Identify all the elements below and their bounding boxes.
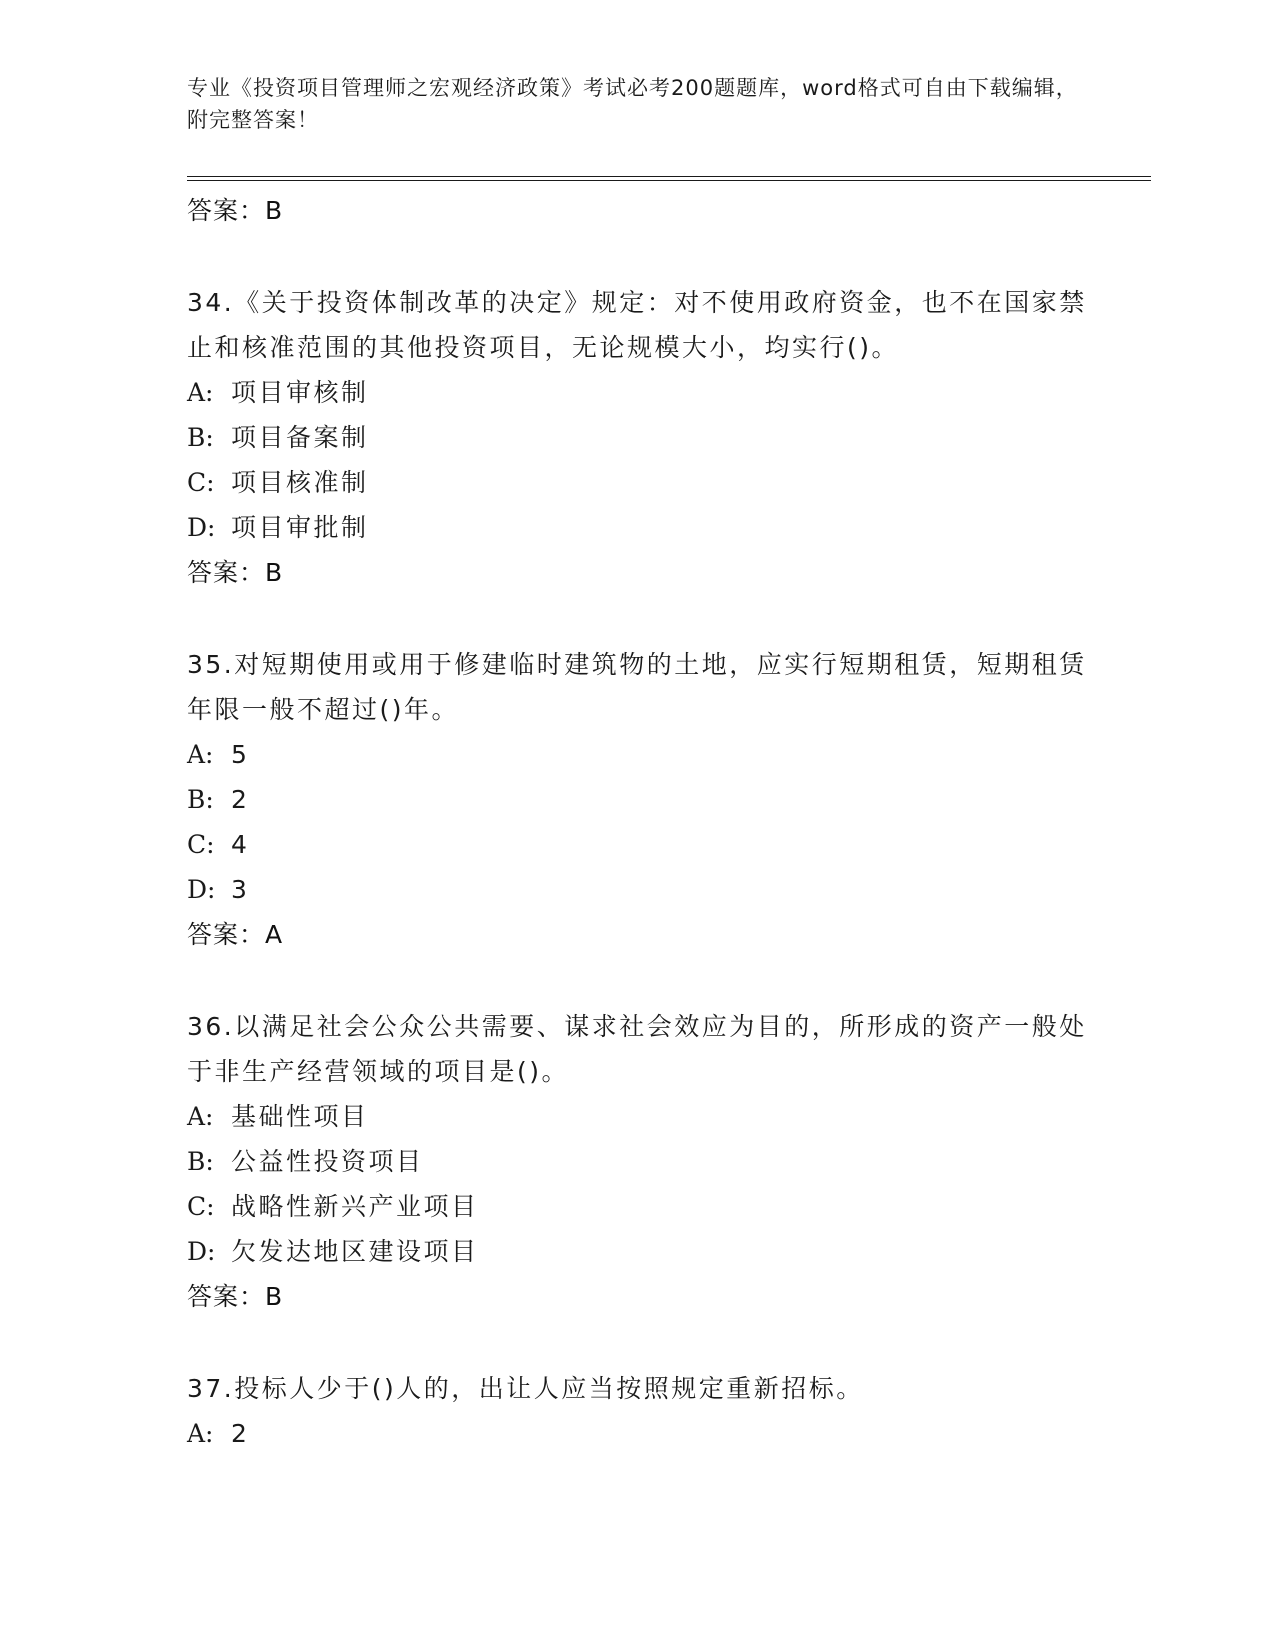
option-text: 2 [231, 785, 250, 814]
option-a [187, 1094, 1087, 1139]
option-letter: B: [187, 785, 214, 814]
question-block [187, 1004, 1087, 1319]
question-text: 35.对短期使用或用于修建临时建筑物的土地，应实行短期租赁，短期租赁年限一般不超过()年。 [187, 650, 1087, 724]
option-b [187, 1139, 1087, 1184]
option-letter: B: [187, 1147, 214, 1176]
option-letter: A: [187, 1419, 214, 1448]
spacer [187, 595, 1087, 642]
option-a [187, 1411, 1087, 1456]
option-b [187, 415, 1087, 460]
option-letter: C: [187, 468, 215, 497]
option-d [187, 1229, 1087, 1274]
option-letter: C: [187, 1192, 215, 1221]
option-letter: A: [187, 740, 214, 769]
option-letter: B: [187, 423, 214, 452]
question-text: 37.投标人少于()人的，出让人应当按照规定重新招标。 [187, 1374, 864, 1403]
option-text: 项目审批制 [231, 513, 369, 542]
question-block [187, 280, 1087, 595]
option-text: 项目审核制 [231, 378, 369, 407]
spacer [187, 1319, 1087, 1366]
question-block [187, 1366, 1087, 1456]
question-text: 36.以满足社会公众公共需要、谋求社会效应为目的，所形成的资产一般处于非生产经营领域的项目是()。 [187, 1012, 1087, 1086]
option-text: 5 [231, 740, 250, 769]
option-c [187, 822, 1087, 867]
question-text: 34.《关于投资体制改革的决定》规定：对不使用政府资金，也不在国家禁止和核准范围的其他投资项目，无论规模大小，均实行()。 [187, 288, 1087, 362]
answer-line: 答案：A [187, 920, 284, 949]
option-letter: D: [187, 513, 216, 542]
option-a [187, 732, 1087, 777]
option-letter: A: [187, 378, 214, 407]
option-letter: A: [187, 1102, 214, 1131]
option-text: 基础性项目 [231, 1102, 369, 1131]
option-c [187, 460, 1087, 505]
option-text: 项目备案制 [231, 423, 369, 452]
option-text: 2 [231, 1419, 250, 1448]
option-letter: D: [187, 1237, 216, 1266]
answer-line: 答案：B [187, 558, 284, 587]
option-d [187, 867, 1087, 912]
option-letter: D: [187, 875, 216, 904]
option-text: 4 [231, 830, 250, 859]
document-body [187, 188, 1087, 1456]
spacer [187, 233, 1087, 280]
question-block [187, 642, 1087, 957]
option-b [187, 777, 1087, 822]
option-text: 公益性投资项目 [231, 1147, 424, 1176]
option-text: 欠发达地区建设项目 [231, 1237, 479, 1266]
option-d [187, 505, 1087, 550]
option-text: 项目核准制 [231, 468, 369, 497]
option-text: 战略性新兴产业项目 [231, 1192, 479, 1221]
option-letter: C: [187, 830, 215, 859]
option-c [187, 1184, 1087, 1229]
answer-line: 答案：B [187, 196, 284, 225]
spacer [187, 957, 1087, 1004]
option-text: 3 [231, 875, 250, 904]
answer-line: 答案：B [187, 1282, 284, 1311]
option-a [187, 370, 1087, 415]
header-double-rule [187, 176, 1151, 181]
document-header: 专业《投资项目管理师之宏观经济政策》考试必考200题题库，word格式可自由下载编辑，附完整答案！ [187, 76, 1078, 132]
